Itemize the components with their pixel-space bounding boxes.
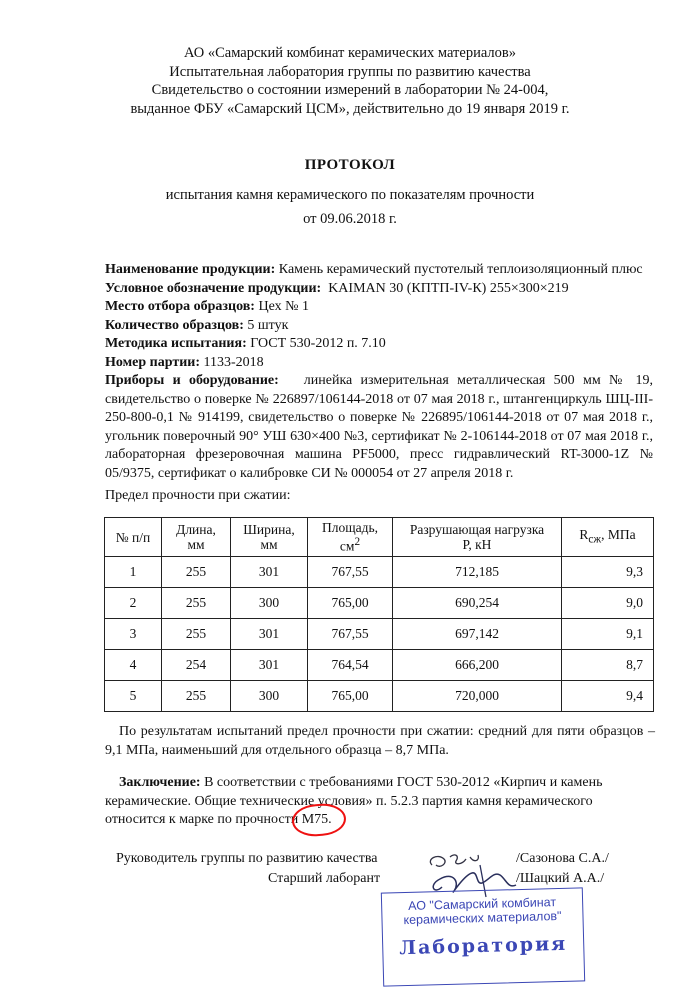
cell-load: 690,254 — [393, 588, 562, 619]
table-row — [105, 557, 654, 588]
info-value: KAIMAN 30 (КПТП-IV-К) 255×300×219 — [328, 280, 569, 296]
info-value: линейка измерительная металлическая 500 мм № 19, свидетельство о поверке № 226897/106144-2018 от 07 мая 2018 г., штангенциркуль ШЦ-III-250-800-0,1 № 914199, свидетельство о поверке № 226895/106144-2018 от 07 мая 2018 г., угольник поверочный 90° УШ 630×400 №3, сертификат № 2-106144-2018 от 07 мая 2018 г., лабораторная фрезеровочная машина PF5000, пресс гидравлический RT-3000-1Z № 05/9375, сертификат о калибровке СИ № 000054 от 27 апреля 2018 г. — [105, 373, 653, 481]
section-label: Предел прочности при сжатии: — [105, 488, 291, 503]
info-label: Количество образцов: — [105, 317, 244, 333]
table-row — [105, 588, 654, 619]
cell-area: 767,55 — [308, 557, 393, 588]
info-value: Камень керамический пустотелый теплоизоляционный плюс — [278, 262, 643, 277]
cell-num: 5 — [105, 681, 162, 712]
signatory-name-2: /Шацкий А.А./ — [516, 871, 605, 886]
cell-length: 255 — [162, 619, 231, 650]
info-designation — [105, 280, 653, 299]
stamp-line-1: АО "Самарский комбинат — [408, 895, 557, 913]
cell-width: 301 — [231, 619, 308, 650]
table-header-row — [105, 518, 654, 557]
document-subtitle — [0, 183, 700, 231]
product-info — [105, 261, 653, 483]
cell-strength: 8,7 — [562, 650, 654, 681]
cell-num: 1 — [105, 557, 162, 588]
signatory-role-1: Руководитель группы по развитию качества — [116, 851, 378, 866]
cell-width: 301 — [231, 650, 308, 681]
cell-area: 767,55 — [308, 619, 393, 650]
cell-load: 666,200 — [393, 650, 562, 681]
header-length: Длина, мм — [162, 518, 231, 557]
info-value: 5 штук — [247, 317, 289, 333]
header-width: Ширина, мм — [231, 518, 308, 557]
info-label: Условное обозначение продукции: — [105, 280, 322, 296]
subtitle-text: испытания камня керамического по показателям прочности — [165, 187, 535, 203]
header-num: № п/п — [105, 518, 162, 557]
info-label: Методика испытания: — [105, 336, 247, 351]
conclusion-label: Заключение: — [119, 775, 201, 790]
cell-strength: 9,1 — [562, 619, 654, 650]
cell-num: 2 — [105, 588, 162, 619]
cell-length: 254 — [162, 650, 231, 681]
table-row — [105, 650, 654, 681]
cell-width: 300 — [231, 588, 308, 619]
info-sampling — [105, 298, 653, 317]
strength-grade: М75. — [301, 812, 332, 827]
info-value: 1133-2018 — [203, 354, 264, 370]
info-product — [105, 261, 653, 280]
cell-width: 301 — [231, 557, 308, 588]
header-line-4: выданное ФБУ «Самарский ЦСМ», действительно до 19 января 2019 г. — [130, 100, 570, 117]
header-area: Площадь, $см^2$ — [308, 518, 393, 557]
stamp-line-3: Лаборатория — [399, 932, 568, 960]
info-label: Наименование продукции: — [105, 262, 276, 277]
cell-strength: 9,0 — [562, 588, 654, 619]
cell-width: 300 — [231, 681, 308, 712]
table-row — [105, 619, 654, 650]
cell-load: 697,142 — [393, 619, 562, 650]
signatory-role-2: Старший лаборант — [268, 871, 381, 886]
cell-strength: 9,4 — [562, 681, 654, 712]
header-line-3: Свидетельство о состоянии измерений в лаборатории № 24-004, — [151, 82, 549, 98]
cell-num: 4 — [105, 650, 162, 681]
info-value: ГОСТ 530-2012 п. 7.10 — [250, 336, 386, 351]
header-strength: $R_{сж}$, МПа — [562, 518, 654, 557]
cell-length: 255 — [162, 588, 231, 619]
info-label: Номер партии: — [105, 354, 200, 370]
info-batch — [105, 354, 653, 373]
results-text: По результатам испытаний предел прочности при сжатии: средний для пяти образцов – 9,1 МПа, наименьший для отдельного образца – 8,7 МПа. — [105, 724, 655, 758]
organization-header — [0, 44, 700, 118]
cell-load: 712,185 — [393, 557, 562, 588]
document-title: ПРОТОКОЛ — [304, 157, 396, 173]
info-label: Приборы и оборудование: — [105, 373, 279, 388]
cell-length: 255 — [162, 557, 231, 588]
document-date: от 09.06.2018 г. — [303, 211, 397, 227]
results-table — [104, 517, 654, 712]
info-value: Цех № 1 — [258, 299, 309, 314]
info-count — [105, 317, 653, 336]
info-label: Место отбора образцов: — [105, 299, 255, 314]
info-equipment — [105, 372, 653, 483]
conclusion — [105, 774, 655, 830]
cell-load: 720,000 — [393, 681, 562, 712]
cell-length: 255 — [162, 681, 231, 712]
conclusion-text: В соответствии с требованиями ГОСТ 530-2012 «Кирпич и камень керамические. Общие технические условия» п. 5.2.3 партия камня керамического относится к марке по прочности — [105, 775, 603, 827]
signatory-name-1: /Сазонова С.А./ — [516, 851, 609, 866]
cell-strength: 9,3 — [562, 557, 654, 588]
stamp-line-2: керамических материалов" — [403, 908, 562, 928]
header-line-1: АО «Самарский комбинат керамических материалов» — [184, 45, 516, 61]
cell-area: 765,00 — [308, 681, 393, 712]
cell-area: 764,54 — [308, 650, 393, 681]
cell-num: 3 — [105, 619, 162, 650]
results-summary — [105, 722, 655, 760]
header-line-2: Испытательная лаборатория группы по развитию качества — [169, 63, 531, 80]
table-row — [105, 681, 654, 712]
header-load: Разрушающая нагрузка Р, кН — [393, 518, 562, 557]
cell-area: 765,00 — [308, 588, 393, 619]
info-method — [105, 335, 653, 354]
laboratory-stamp — [381, 887, 585, 986]
